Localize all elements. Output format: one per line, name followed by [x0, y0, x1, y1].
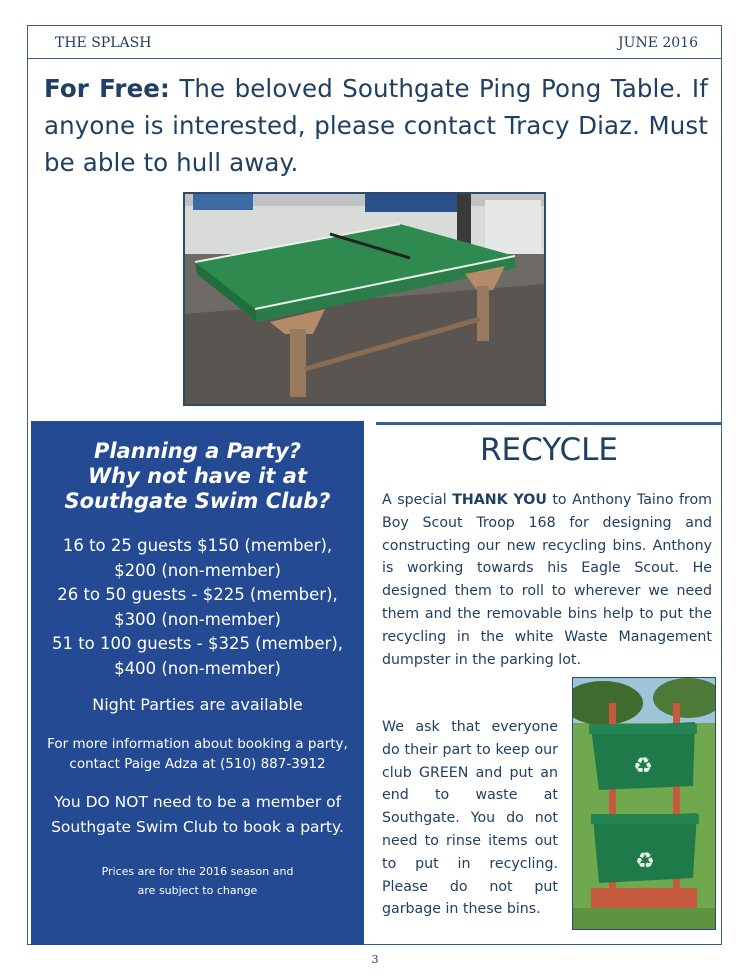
price-disclaimer-line: are subject to change [137, 884, 258, 897]
for-free-notice [44, 70, 708, 181]
price-line: $200 (non-member) [114, 560, 281, 580]
price-line: 16 to 25 guests $150 (member), [62, 536, 333, 555]
newsletter-name: THE SPLASH [55, 35, 152, 51]
recycle-request-paragraph: We ask that everyone do their part to keep our club GREEN and put an end to waste at Southgate. You do not need to rinse items out to put in recycling. Please do not put garbage in these bins. [382, 719, 558, 918]
party-title [31, 439, 364, 514]
recycling-bins-photo [572, 677, 716, 930]
recycle-rule [376, 422, 722, 425]
for-free-label: For Free: [44, 74, 170, 103]
price-line: $400 (non-member) [114, 658, 281, 678]
membership-note [31, 790, 364, 840]
thank-you-bold: THANK YOU [452, 492, 547, 508]
issue-date: JUNE 2016 [618, 35, 698, 51]
membership-note-line: Southgate Swim Club to book a party. [51, 818, 344, 836]
party-prices [31, 534, 364, 681]
party-title-line: Why not have it at [88, 464, 307, 488]
price-disclaimer-line: Prices are for the 2016 season and [101, 865, 294, 878]
night-parties-note: Night Parties are available [92, 695, 303, 714]
party-title-line: Planning a Party? [93, 439, 302, 463]
membership-note-line: You DO NOT need to be a member of [53, 793, 342, 811]
price-line: 51 to 100 guests - $325 (member), [51, 634, 344, 653]
booking-contact [31, 734, 364, 774]
booking-contact-line: contact Paige Adza at (510) 887-3912 [69, 756, 326, 772]
party-title-line: Southgate Swim Club? [64, 489, 331, 513]
recycle-title: RECYCLE [480, 432, 618, 468]
page-number: 3 [371, 953, 379, 966]
party-box [31, 421, 364, 945]
price-line: 26 to 50 guests - $225 (member), [57, 585, 338, 604]
svg-text:♻: ♻ [635, 849, 655, 874]
booking-contact-line: For more information about booking a party, [47, 736, 348, 752]
price-line: $300 (non-member) [114, 609, 281, 629]
for-free-text: The beloved Southgate Ping Pong Table. If anyone is interested, please contact Tracy Diaz. Must be able to hull away. [44, 74, 708, 177]
header-rule [27, 58, 722, 59]
recycle-p1-start: A special [382, 492, 453, 508]
ping-pong-table-photo [183, 192, 546, 406]
price-disclaimer [31, 862, 364, 900]
recycle-p1-rest: to Anthony Taino from Boy Scout Troop 168 for designing and constructing our new recycling bins. Anthony is working towards his Eagle Scout. He designed them to roll to wherever we need them and the removable bins help to put the recycling in the white Waste Management dumpster in the parking lot. [382, 492, 713, 668]
recycle-thanks-paragraph [382, 489, 712, 671]
svg-text:♻: ♻ [633, 754, 653, 779]
